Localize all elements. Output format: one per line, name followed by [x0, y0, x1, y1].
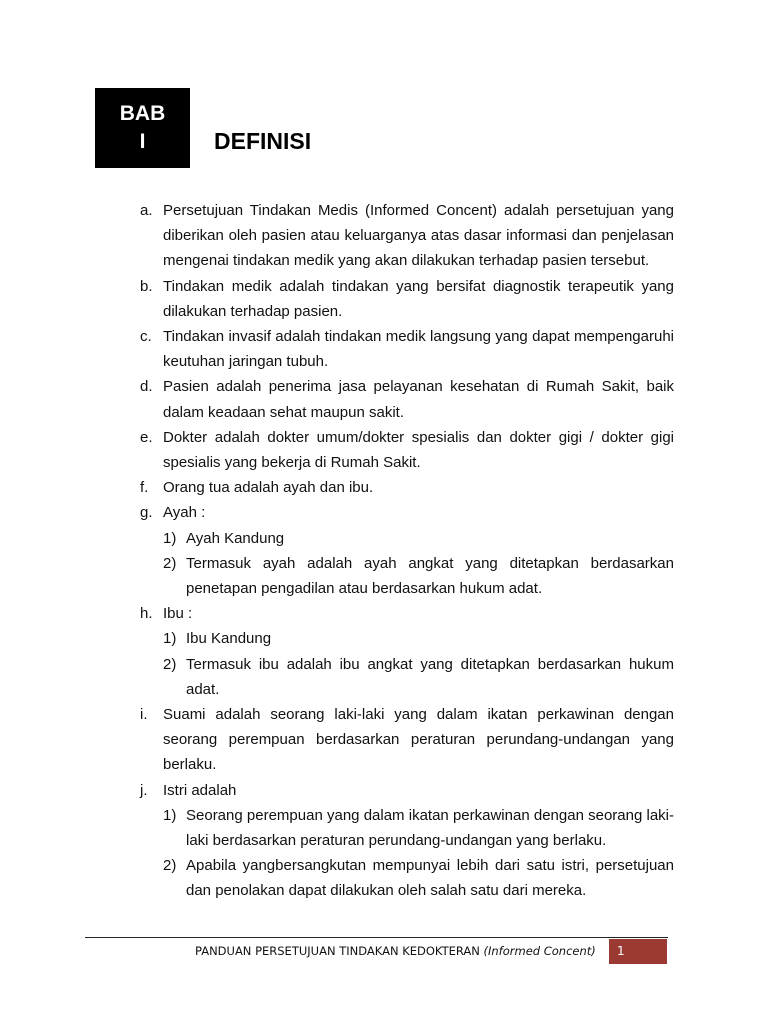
list-item-text: Persetujuan Tindakan Medis (Informed Concent) adalah persetujuan yang diberikan oleh pasien atau keluarganya atas dasar informasi dan penjelasan mengenai tindakan medik yang akan dilakukan terhadap pasien tersebut.: [163, 202, 674, 270]
sub-list-item-text: Ayah Kandung: [186, 529, 285, 547]
list-item: [140, 778, 674, 904]
list-marker: d.: [140, 378, 153, 396]
sub-list-item: [163, 853, 674, 903]
list-item: [140, 198, 674, 274]
list-item-body: [163, 500, 674, 601]
list-item-text: Tindakan medik adalah tindakan yang bersifat diagnostik terapeutik yang dilakukan terhadap pasien.: [163, 277, 674, 320]
list-marker: a.: [140, 202, 153, 219]
list-item-body: [163, 778, 674, 904]
list-item-text: Pasien adalah penerima jasa pelayanan kesehatan di Rumah Sakit, baik dalam keadaan sehat maupun sakit.: [163, 378, 674, 421]
footer-title-italic: (Informed Concent): [483, 944, 596, 958]
definition-list: [140, 198, 674, 904]
chapter-title: DEFINISI: [214, 128, 312, 154]
sub-list-item-text: Termasuk ayah adalah ayah angkat yang ditetapkan berdasarkan penetapan pengadilan atau berdasarkan hukum adat.: [186, 554, 674, 598]
list-item-text: Ibu :: [163, 605, 193, 623]
footer-divider: [85, 937, 668, 938]
list-item: [140, 324, 674, 374]
sub-list-item: [163, 526, 674, 551]
sub-list-item: [163, 626, 674, 651]
list-item: [140, 274, 674, 324]
list-item: [140, 374, 674, 424]
list-marker: e.: [140, 428, 153, 446]
chapter-label-box: [95, 88, 190, 168]
list-marker: g.: [140, 504, 153, 522]
list-item: [140, 475, 674, 500]
list-marker: c.: [140, 328, 152, 346]
sub-list-item-text: Termasuk ibu adalah ibu angkat yang ditetapkan berdasarkan hukum adat.: [186, 655, 674, 698]
sub-list-item-text: Seorang perempuan yang dalam ikatan perkawinan dengan seorang laki-laki berdasarkan peraturan perundang-undangan yang berlaku.: [186, 806, 674, 850]
footer-title-text: PANDUAN PERSETUJUAN TINDAKAN KEDOKTERAN: [195, 944, 480, 958]
sub-list-marker: 2): [163, 857, 177, 875]
list-item-text: Tindakan invasif adalah tindakan medik langsung yang dapat mempengaruhi keutuhan jaringan tubuh.: [163, 328, 674, 371]
list-marker: h.: [140, 605, 153, 623]
list-marker: i.: [140, 706, 148, 724]
list-item-text: Dokter adalah dokter umum/dokter spesialis dan dokter gigi / dokter gigi spesialis yang bekerja di Rumah Sakit.: [163, 428, 674, 472]
sub-list-marker: 1): [163, 630, 177, 648]
chapter-label-line1: BAB: [119, 102, 166, 125]
list-item-text: Istri adalah: [163, 781, 237, 799]
sub-list-item-text: Ibu Kandung: [186, 630, 272, 648]
list-item-text: Suami adalah seorang laki-laki yang dalam ikatan perkawinan dengan seorang perempuan berdasarkan peraturan perundang-undangan yang berlaku.: [163, 706, 674, 774]
footer-title: [195, 944, 596, 958]
list-item-body: [163, 601, 674, 702]
sub-list-marker: 1): [163, 806, 177, 824]
page-number: 1: [617, 944, 625, 958]
sub-list-marker: 2): [163, 655, 177, 673]
sub-list-marker: 2): [163, 554, 177, 572]
list-item: [140, 702, 674, 778]
list-item: [140, 601, 674, 702]
list-marker: f.: [140, 479, 149, 497]
sub-list-item: [163, 652, 674, 702]
chapter-label-line2: I: [139, 130, 146, 153]
list-marker: b.: [140, 277, 153, 295]
sub-list-marker: 1): [163, 529, 177, 547]
list-item: [140, 500, 674, 601]
list-item-text: Ayah :: [163, 504, 206, 522]
list-item-text: Orang tua adalah ayah dan ibu.: [163, 479, 374, 497]
sub-list-item: [163, 551, 674, 601]
list-marker: j.: [140, 781, 148, 799]
list-item: [140, 425, 674, 475]
page-number-badge: [609, 939, 667, 964]
sub-list-item-text: Apabila yangbersangkutan mempunyai lebih dari satu istri, persetujuan dan penolakan dapat dilakukan oleh salah satu dari mereka.: [186, 857, 674, 900]
sub-list-item: [163, 803, 674, 853]
